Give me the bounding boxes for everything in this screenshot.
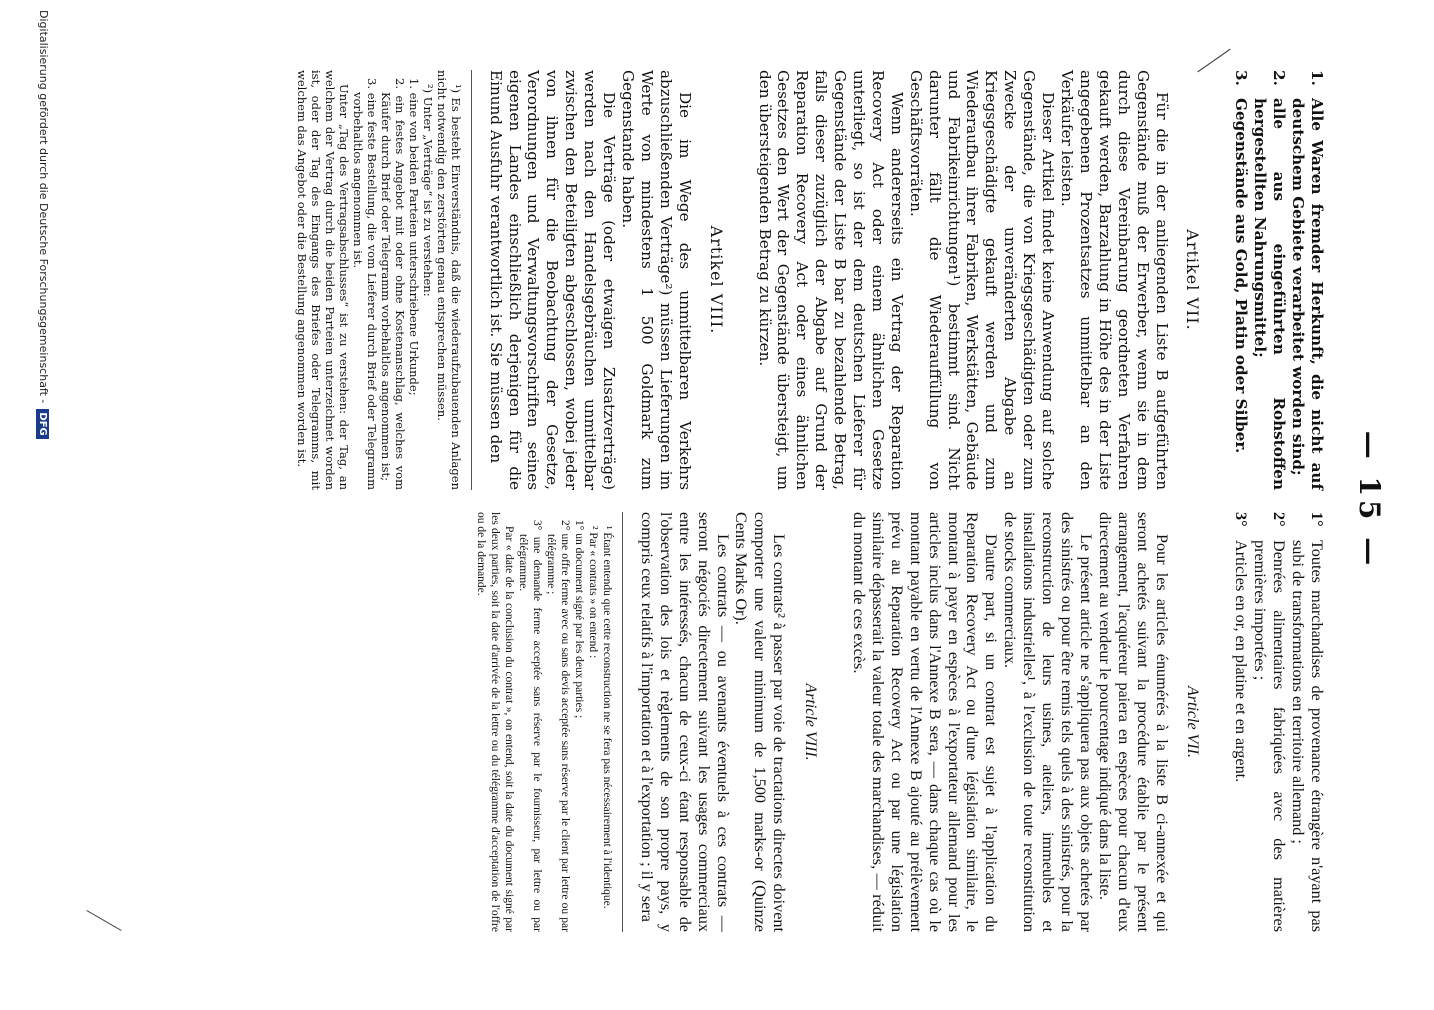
digitization-stamp <box>36 0 50 1010</box>
german-column <box>295 70 1326 490</box>
list-item <box>1250 512 1288 932</box>
footnotes <box>295 70 472 490</box>
footnote: ¹) Es besteht Einverständnis, daß die wiederaufzubauenden Anlagen nicht notwendig den zerstörten genau entsprechen müssen. <box>434 70 463 490</box>
list-item <box>1250 70 1288 490</box>
list-item <box>1288 512 1326 932</box>
item-number: 3. <box>1232 70 1251 86</box>
item-number: 2° <box>1270 512 1289 527</box>
margin-mark <box>86 910 121 931</box>
paragraph: Le présent article ne s'appliquera pas aux objets achetés par des sinistrés ou pour être remis tels quels à des sinistrés, pour la reconstruction de leurs usines, ateliers, immeubles et installations industrielles¹, à l'exclusion de toute reconstitution de stocks commerciaux. <box>1001 512 1095 932</box>
item-number: 1° <box>1308 512 1326 527</box>
footnote: Par « date de la conclusion du contrat », on entend, soit la date du document signé par les deux parties, soit la date d'arrivée de la lettre ou du télégramme d'acceptation de l'offre ou de la demande. <box>475 512 515 932</box>
paragraph: Die Verträge (oder etwaigen Zusatzverträge) werden nach den Handelsgebräuchen unmittelbar zwischen den Beteiligten abgeschlossen, wobei jeder von ihnen für die Beobachtung der Gesetze, Verordnungen und Verwaltungsvorschriften seines eigenen Landes einschließlich derjenigen für die Einund Ausfuhr verantwortlich ist. Sie müssen den <box>486 70 619 490</box>
footnote-item: 3. eine feste Bestellung, die vom Lieferer durch Brief oder Telegramm vorbehaltlos angenommen ist. <box>350 78 379 490</box>
footnote-item: 2° une offre ferme avec ou sans devis acceptée sans réserve par le client par lettre ou par télégramme ; <box>545 520 571 932</box>
footnote: Unter „Tag des Vertragsabschlusses“ ist zu verstehen: der Tag, an welchem der Vertrag durch die beiden Parteien unterzeichnet worden ist, oder der Tag des Eingangs des Briefes oder Telegramms, mit welchem das Angebot oder die Bestellung angenommen worden ist. <box>294 70 351 490</box>
footnote: ² Par « contrats » on entend : <box>587 526 599 659</box>
article-heading: Article VIII. <box>802 683 820 761</box>
footnote-item: 3° une demande ferme acceptée sans réserve par le fournisseur, par lettre ou par télégramme. <box>517 520 543 932</box>
stamp-text: Digitalisierung gefördert durch die Deutsche Forschungsgemeinschaft - <box>37 10 50 404</box>
paragraph: Die im Wege des unmittelbaren Verkehrs abzuschließenden Verträge²) müssen Lieferungen im Werte von mindestens 1 500 Goldmark zum Gegenstande haben. <box>619 70 694 490</box>
list-item <box>1231 512 1250 932</box>
item-text: Gegenstände aus Gold, Platin oder Silber. <box>1232 98 1251 454</box>
article-heading: Artikel VII. <box>1183 229 1203 331</box>
item-text: Denrées alimentaires fabriquées avec des matières premières importées ; <box>1251 540 1289 932</box>
item-text: Alle Waren fremder Herkunft, die nicht auf deutschem Gebiete verarbeitet worden sind; <box>1289 98 1326 490</box>
item-text: Toutes marchandises de provenance étrangère n'ayant pas subi de transformations en territoire allemand ; <box>1289 540 1326 932</box>
footnotes <box>474 512 623 932</box>
list-item <box>1288 70 1326 490</box>
page-number: — 15 — <box>1353 430 1386 570</box>
list-item <box>1231 70 1250 490</box>
item-text: Articles en or, en platine et en argent. <box>1232 540 1251 783</box>
footnote-item: 1. eine von beiden Parteien unterschriebene Urkunde; <box>406 78 421 396</box>
article-heading: Article VII. <box>1184 686 1202 758</box>
footnote: ¹ Étant entendu que cette reconstruction ne se fera pas nécessairement à l'identique. <box>601 526 613 909</box>
paragraph: Les contrats² à passer par voie de tractations directes doivent comporter une valeur minimum de 1,500 marks-or (Quinze Cents Marks Or). <box>732 512 789 932</box>
footnote-item: 2. ein festes Angebot mit oder ohne Kostenanschlag, welches vom Käufer durch Brief oder Telegramm vorbehaltlos angenommen ist; <box>378 78 407 490</box>
item-number: 2. <box>1270 70 1289 86</box>
paragraph: Wenn andererseits ein Vertrag der Reparation Recovery Act oder einem ähnlichen Gesetze unterliegt, so ist der dem deutschen Lieferer für Gegenstände der Liste B bar zu bezahlende Betrag, falls dieser zuzüglich der Abgabe auf Grund der Reparation Recovery Act oder eines ähnlichen Gesetzes den Wert der Gegenstände übersteigt, um den übersteigenden Betrag zu kürzen. <box>755 70 906 490</box>
item-number: 3° <box>1232 512 1251 527</box>
footnote: ²) Unter „Verträge“ ist zu verstehen: <box>420 84 435 297</box>
paragraph: Dieser Artikel findet keine Anwendung auf solche Gegenstände, die von Kriegsgeschädigten oder zum Zwecke der unveränderten Abgabe an Kriegsgeschädigte gekauft werden und zum Wiederaufbau ihrer Fabriken, Werkstätten, Gebäude und Fabrikeinrichtungen¹) bestimmt sind. Nicht darunter fällt die Wiederauffüllung von Geschäftsvorräten. <box>906 70 1058 490</box>
paragraph: Für die in der anliegenden Liste B aufgeführten Gegenstände muß der Erwerber, wenn sie in dem durch diese Vereinbarung geordneten Verfahren gekauft werden, Barzahlung in Höhe des in der Liste angegebenen Prozentsatzes unmittelbar an den Verkäufer leisten. <box>1058 70 1171 490</box>
item-number: 1. <box>1308 70 1326 86</box>
paragraph: Les contrats — ou avenants éventuels à ces contrats — seront négociés directement suivant les usages commerciaux entre les intéressés, chacun de ceux-ci étant responsable de l'observation des lois et règlements de son propre pays, y compris ceux relatifs à l'importation et à l'exportation ; il y sera <box>637 512 732 932</box>
footnote-item: 1° un document signé par les deux parties ; <box>573 520 585 719</box>
french-column <box>474 512 1326 932</box>
paragraph: Pour les articles énumérés à la liste B ci-annexée et qui seront achetés suivant la procédure établie par le présent arrangement, l'acquéreur paiera en espèces pour chacun d'eux directement au vendeur le pourcentage indiqué dans la liste. <box>1095 512 1171 932</box>
item-text: alle aus eingeführten Rohstoffen hergestellten Nahrungsmittel; <box>1251 98 1289 490</box>
article-heading: Artikel VIII. <box>706 225 726 335</box>
paragraph: D'autre part, si un contrat est sujet à l'application du Reparation Recovery Act ou d'une législation similaire, le montant à payer en espèces à l'exportateur allemand pour les articles inclus dans l'Annexe B sera, — dans chaque cas où le montant payable en vertu de l'Annexe B ajouté au prélèvement prévu au Reparation Recovery Act ou par une législation similaire dépasserait la valeur totale des marchandises, — réduit du montant de ces excès. <box>850 512 1001 932</box>
margin-mark <box>1197 49 1230 73</box>
dfg-logo: DFG <box>36 409 49 438</box>
